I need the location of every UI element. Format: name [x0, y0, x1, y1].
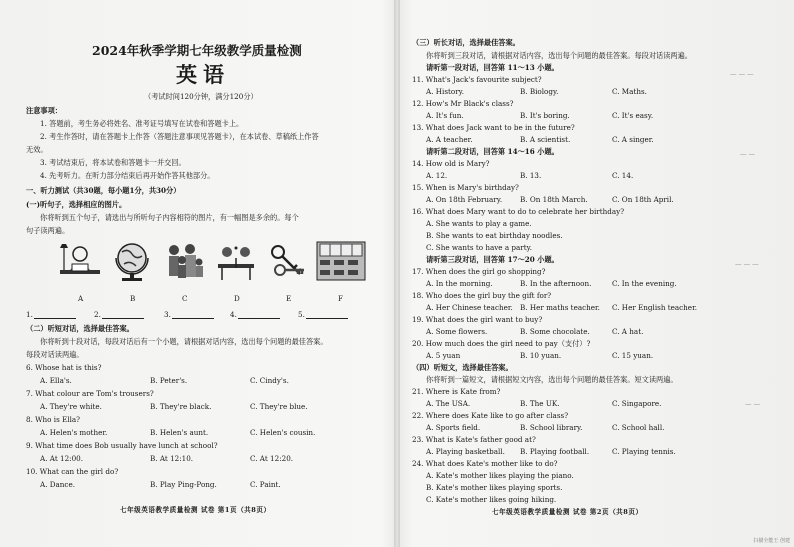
q7-option-a: A. They're white.: [40, 402, 102, 411]
section-1-desc-2: 句子读两遍。: [26, 226, 70, 235]
q22-option-b: B. School library.: [520, 423, 583, 432]
q19-option-b: B. Some chocolate.: [520, 327, 590, 336]
q21-option-a: A. The USA.: [426, 399, 471, 408]
globe-picture: [110, 240, 154, 284]
question-22: 22. Where does Kate like to go after class?: [412, 411, 569, 420]
boy-reading-picture: [58, 240, 102, 284]
exam-title: 2024年秋季学期七年级教学质量检测: [92, 43, 302, 58]
family-picture: [162, 240, 206, 284]
q9-option-c: C. At 12:20.: [250, 454, 294, 463]
q6-option-c: C. Cindy's.: [250, 376, 289, 385]
question-19: 19. What does the girl want to buy?: [412, 315, 543, 324]
q16-option-b: B. She wants to eat birthday noodles.: [426, 231, 563, 240]
section-4-heading: （四）听短文，选择最佳答案。: [412, 363, 513, 372]
q17-option-c: C. In the evening.: [612, 279, 677, 288]
notice-3: 3. 考试结束后，将本试卷和答题卡一并交回。: [40, 158, 186, 167]
q6-option-a: A. Ella's.: [40, 376, 72, 385]
question-8: 8. Who is Ella?: [26, 415, 81, 424]
q15-option-a: A. On 18th February.: [426, 195, 503, 204]
section-1-desc: 你将听到五个句子，请选出与所听句子内容相符的图片，有一幅图是多余的。每个: [40, 213, 299, 222]
bleed-mark: — —: [740, 150, 756, 158]
q7-option-c: C. They're blue.: [250, 402, 308, 411]
question-14: 14. How old is Mary?: [412, 159, 490, 168]
q21-option-c: C. Singapore.: [612, 399, 662, 408]
notice-1: 1. 答题前，考生务必将姓名、准考证号填写在试卷和答题卡上。: [40, 119, 244, 128]
page-1: [0, 0, 396, 547]
question-15: 15. When is Mary's birthday?: [412, 183, 519, 192]
page-1-footer: 七年级英语教学质量检测 试卷 第1页（共8页）: [120, 506, 271, 514]
q21-option-b: B. The UK.: [520, 399, 560, 408]
notice-2: 2. 考生作答时，请在答题卡上作答（答题注意事项见答题卡），在本试卷、草稿纸上作答: [40, 132, 319, 141]
question-7: 7. What colour are Tom's trousers?: [26, 389, 154, 398]
q20-option-c: C. 15 yuan.: [612, 351, 654, 360]
scanner-watermark: 扫描全能王 创建: [753, 538, 790, 544]
q16-option-c: C. She wants to have a party.: [426, 243, 533, 252]
part-1-heading: 一、听力测试（共30题，每小题1分，共30分）: [26, 186, 181, 195]
page-2: [400, 0, 794, 547]
q8-option-c: C. Helen's cousin.: [250, 428, 316, 437]
q16-option-a: A. She wants to play a game.: [426, 219, 532, 228]
picture-label-c: C: [182, 294, 188, 303]
q17-option-b: B. In the afternoon.: [520, 279, 592, 288]
q22-option-a: A. Sports field.: [426, 423, 481, 432]
question-24: 24. What does Kate's mother like to do?: [412, 459, 558, 468]
question-11: 11. What's Jack's favourite subject?: [412, 75, 542, 84]
notice-4: 4. 先考听力。在听力部分结束后再开始作答其他部分。: [40, 171, 215, 180]
q10-option-a: A. Dance.: [40, 480, 76, 489]
q11-option-c: C. Maths.: [612, 87, 647, 96]
section-3-desc: 你将听到三段对话，请根据对话内容，选出每个问题的最佳答案。每段对话读两遍。: [426, 51, 692, 60]
q18-option-b: B. Her maths teacher.: [520, 303, 600, 312]
q20-option-a: A. 5 yuan: [426, 351, 461, 360]
section-1-heading: (一)听句子，选择相应的图片。: [26, 200, 127, 209]
question-16: 16. What does Mary want to do to celebrate her birthday?: [412, 207, 625, 216]
answer-blank-1[interactable]: [34, 318, 76, 319]
notice-2-cont: 无效。: [26, 145, 48, 154]
section-2-desc-2: 每段对话读两遍。: [26, 350, 84, 359]
q9-option-a: A. At 12:00.: [40, 454, 83, 463]
q10-option-c: C. Paint.: [250, 480, 281, 489]
picture-label-a: A: [78, 294, 84, 303]
answer-blank-4[interactable]: [238, 318, 280, 319]
subject-title: 英语: [176, 62, 230, 87]
q13-option-b: B. A scientist.: [520, 135, 571, 144]
question-21: 21. Where is Kate from?: [412, 387, 501, 396]
q11-option-a: A. History.: [426, 87, 465, 96]
bleed-mark: — —: [745, 400, 761, 408]
q10-option-b: B. Play Ping-Pong.: [150, 480, 217, 489]
picture-label-d: D: [234, 294, 240, 303]
q20-option-b: B. 10 yuan.: [520, 351, 562, 360]
blank-4-num: 4.: [230, 310, 237, 319]
q9-option-b: B. At 12:10.: [150, 454, 194, 463]
question-23: 23. What is Kate's father good at?: [412, 435, 536, 444]
q12-option-a: A. It's fun.: [426, 111, 464, 120]
keys-picture: [266, 240, 310, 284]
answer-blank-5[interactable]: [306, 318, 348, 319]
q6-option-b: B. Peter's.: [150, 376, 188, 385]
answer-blank-2[interactable]: [102, 318, 144, 319]
q17-option-a: A. In the morning.: [426, 279, 493, 288]
notice-title: 注意事项：: [26, 106, 62, 115]
q8-option-a: A. Helen's mother.: [40, 428, 108, 437]
q13-option-a: A. A teacher.: [426, 135, 473, 144]
picture-label-f: F: [338, 294, 343, 303]
q19-option-c: C. A hat.: [612, 327, 644, 336]
question-10: 10. What can the girl do?: [26, 467, 119, 476]
blank-2-num: 2.: [94, 310, 101, 319]
blank-5-num: 5.: [298, 310, 305, 319]
blank-1-num: 1.: [26, 310, 33, 319]
question-17: 17. When does the girl go shopping?: [412, 267, 546, 276]
ping-pong-picture: [214, 240, 258, 284]
q11-option-b: B. Biology.: [520, 87, 559, 96]
q14-option-a: A. 12.: [426, 171, 448, 180]
q13-option-c: C. A singer.: [612, 135, 654, 144]
bleed-mark: — — —: [730, 70, 754, 78]
question-12: 12. How's Mr Black's class?: [412, 99, 514, 108]
q12-option-b: B. It's boring.: [520, 111, 570, 120]
question-18: 18. Who does the girl buy the gift for?: [412, 291, 552, 300]
q12-option-c: C. It's easy.: [612, 111, 654, 120]
page-2-footer: 七年级英语教学质量检测 试卷 第2页（共8页）: [492, 508, 643, 516]
q14-option-c: C. 14.: [612, 171, 634, 180]
q23-option-c: C. Playing tennis.: [612, 447, 676, 456]
question-20: 20. How much does the girl need to pay（支付）?: [412, 339, 591, 348]
q24-option-c: C. Kate's mother likes going hiking.: [426, 495, 557, 504]
q19-option-a: A. Some flowers.: [426, 327, 488, 336]
answer-blank-3[interactable]: [172, 318, 214, 319]
section-4-desc: 你将听到一篇短文，请根据短文内容，选出每个问题的最佳答案。短文读两遍。: [426, 375, 678, 384]
section-2-heading: （二）听短对话，选择最佳答案。: [26, 324, 134, 333]
q18-option-c: C. Her English teacher.: [612, 303, 697, 312]
question-9: 9. What time does Bob usually have lunch at school?: [26, 441, 218, 450]
exam-info: （考试时间120分钟，满分120分）: [144, 92, 258, 101]
q15-option-c: C. On 18th April.: [612, 195, 674, 204]
q22-option-c: C. School hall.: [612, 423, 665, 432]
classroom-picture: [316, 240, 366, 284]
blank-3-num: 3.: [164, 310, 171, 319]
q15-option-b: B. On 18th March.: [520, 195, 588, 204]
picture-label-e: E: [286, 294, 292, 303]
q24-option-b: B. Kate's mother likes playing sports.: [426, 483, 563, 492]
q7-option-b: B. They're black.: [150, 402, 212, 411]
section-3-heading: （三）听长对话，选择最佳答案。: [412, 38, 520, 47]
question-6: 6. Whose hat is this?: [26, 363, 102, 372]
q14-option-b: B. 13.: [520, 171, 542, 180]
listen-2-instruction: 请听第二段对话，回答第 14～16 小题。: [426, 147, 559, 156]
q24-option-a: A. Kate's mother likes playing the piano.: [426, 471, 574, 480]
q23-option-a: A. Playing basketball.: [426, 447, 505, 456]
question-13: 13. What does Jack want to be in the future?: [412, 123, 575, 132]
q18-option-a: A. Her Chinese teacher.: [426, 303, 513, 312]
q23-option-b: B. Playing football.: [520, 447, 590, 456]
listen-1-instruction: 请听第一段对话，回答第 11～13 小题。: [426, 63, 559, 72]
section-2-desc: 你将听到十段对话，每段对话后有一个小题，请根据对话内容，选出每个问题的最佳答案。: [40, 337, 328, 346]
picture-label-b: B: [130, 294, 136, 303]
bleed-mark: — — —: [735, 260, 759, 268]
listen-3-instruction: 请听第三段对话，回答第 17～20 小题。: [426, 255, 559, 264]
q8-option-b: B. Helen's aunt.: [150, 428, 209, 437]
